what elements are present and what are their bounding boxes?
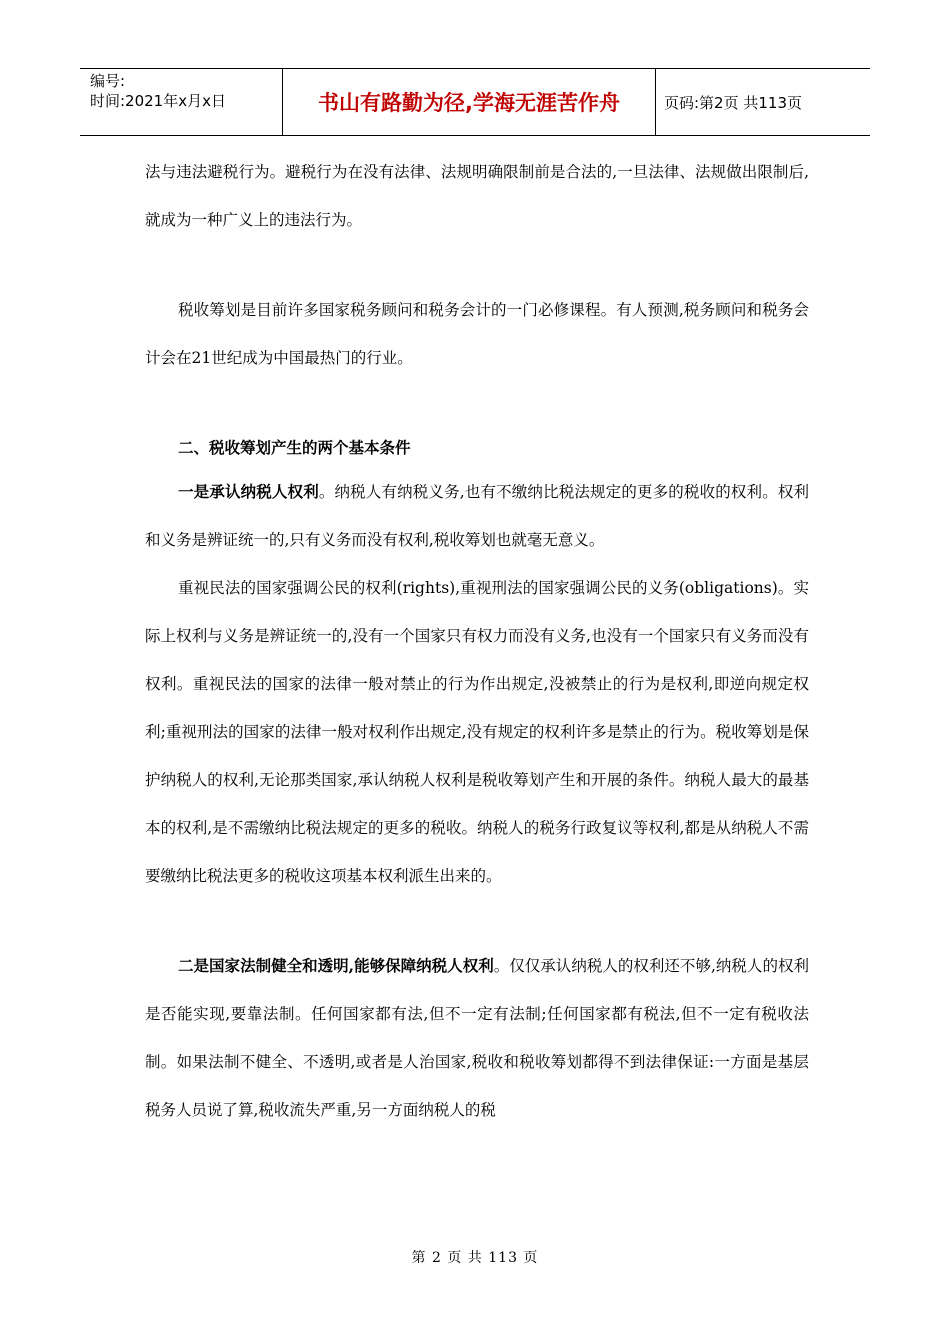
header-motto: 书山有路勤为径,学海无涯苦作舟 (282, 69, 656, 135)
document-time-label: 时间:2021年x月x日 (90, 92, 226, 110)
page-footer: 第 2 页 共 113 页 (411, 1250, 539, 1266)
body-paragraph: 重视民法的国家强调公民的权利(rights),重视刑法的国家强调公民的义务(obligations)。实际上权利与义务是辨证统一的,没有一个国家只有权力而没有义务,也没有一个国家只有义务而没有权利。重视民法的国家的法律一般对禁止的行为作出规定,没被禁止的行为是权利,即逆向规定权利;重视刑法的国家的法律一般对权利作出规定,没有规定的权利许多是禁止的行为。税收筹划是保护纳税人的权利,无论那类国家,承认纳税人权利是税收筹划产生和开展的条件。纳税人最大的最基本的权利,是不需缴纳比税法规定的更多的税收。纳税人的税务行政复议等权利,都是从纳税人不需要缴纳比税法更多的税收这项基本权利派生出来的。 (145, 579, 809, 885)
body-paragraph (145, 468, 809, 564)
document-number-label: 编号: (90, 72, 126, 90)
document-body (145, 148, 809, 1134)
section-heading (145, 424, 809, 472)
paragraph-text: 。纳税人有纳税义务,也有不缴纳比税法规定的更多的税收的权利。权利和义务是辨证统一的,只有义务而没有权利,税收筹划也就毫无意义。 (145, 483, 809, 549)
page-header (80, 68, 870, 136)
body-paragraph: 税收筹划是目前许多国家税务顾问和税务会计的一门必修课程。有人预测,税务顾问和税务会计会在21世纪成为中国最热门的行业。 (145, 301, 809, 367)
paragraph-lead: 二是国家法制健全和透明,能够保障纳税人权利 (178, 956, 494, 975)
header-page-info: 页码:第2页 共113页 (664, 93, 802, 112)
paragraph-lead: 一是承认纳税人权利 (178, 482, 319, 501)
body-paragraph: 法与违法避税行为。避税行为在没有法律、法规明确限制前是合法的,一旦法律、法规做出限制后,就成为一种广义上的违法行为。 (145, 163, 809, 229)
section-heading-text: 二、税收筹划产生的两个基本条件 (178, 438, 411, 457)
body-paragraph (145, 942, 809, 1134)
paragraph-text: 。仅仅承认纳税人的权利还不够,纳税人的权利是否能实现,要靠法制。任何国家都有法,但不一定有法制;任何国家都有税法,但不一定有税收法制。如果法制不健全、不透明,或者是人治国家,税收和税收筹划都得不到法律保证:一方面是基层税务人员说了算,税收流失严重,另一方面纳税人的税 (145, 957, 809, 1119)
header-left-cell (80, 69, 282, 135)
